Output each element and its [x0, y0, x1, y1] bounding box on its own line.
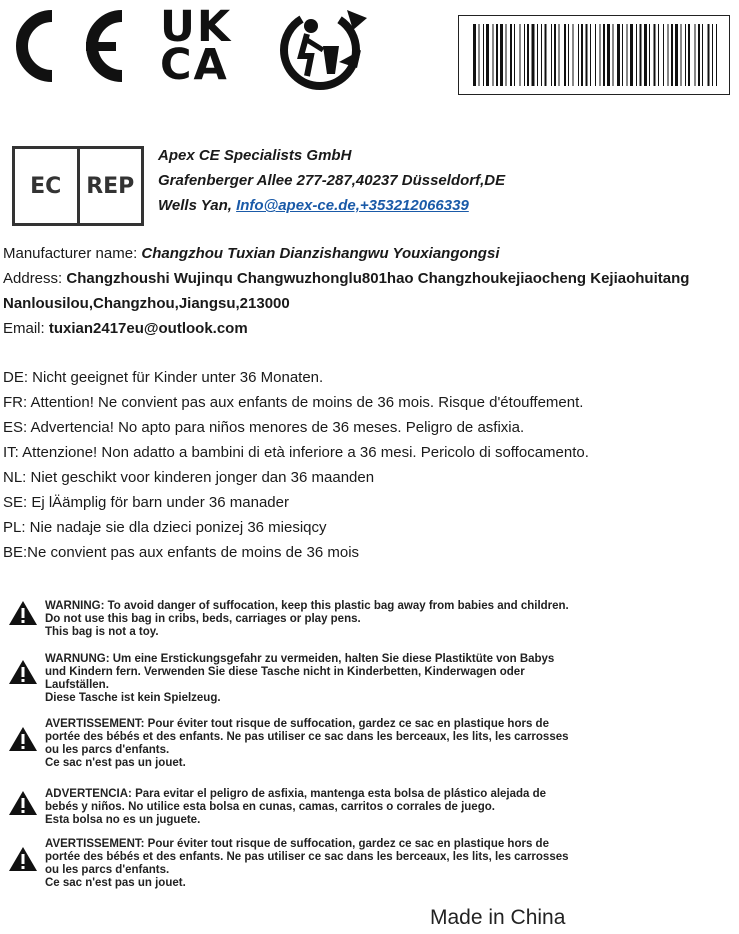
barcode-bar [671, 24, 673, 86]
rep-contact-name: Wells Yan, [158, 197, 237, 214]
barcode-bar [541, 24, 542, 86]
barcode-bar [640, 24, 642, 86]
manufacturer-email-value: tuxian2417eu@outlook.com [48, 320, 248, 337]
barcode-bar [636, 24, 637, 86]
bag-warning-text [45, 718, 605, 770]
barcode-bar [573, 24, 574, 86]
bag-warning-line: Do not use this bag in cribs, beds, carriages or play pens. [45, 613, 361, 625]
bag-warning-line: ADVERTENCIA: Para evitar el peligro de asfixia, mantenga esta bolsa de plástico alejada de [45, 788, 547, 800]
manufacturer-info [3, 241, 689, 341]
manufacturer-address-label: Address: [3, 270, 67, 287]
bag-warning-line: Ce sac n'est pas un jouet. [45, 877, 186, 889]
barcode-icon [473, 24, 717, 86]
bag-warning-line: und Kindern fern. Verwenden Sie diese Tasche nicht in Kinderbetten, Kinderwagen oder [45, 666, 525, 678]
barcode-bar [568, 24, 569, 86]
barcode-bar [622, 24, 623, 86]
barcode-bar [630, 24, 633, 86]
rep-label: REP [77, 149, 142, 223]
barcode-bar [578, 24, 579, 86]
recycle-person-bin-icon [277, 6, 369, 90]
bag-warning-line: AVERTISSEMENT: Pour éviter tout risque de suffocation, gardez ce sac en plastique hors de [45, 718, 549, 730]
barcode-bar [695, 24, 696, 86]
barcode-bar [658, 24, 659, 86]
ec-rep-symbol [12, 146, 144, 226]
barcode-bar [473, 24, 476, 86]
barcode-bar [493, 24, 494, 86]
barcode-bar [644, 24, 647, 86]
warning-triangle-icon [8, 726, 38, 752]
barcode-bar [537, 24, 538, 86]
bag-warning-line: portée des bébés et des enfants. Ne pas utiliser ce sac dans les berceaux, les lits, les carrosses [45, 731, 569, 743]
warning-triangle-icon [8, 659, 38, 685]
barcode-bar [532, 24, 535, 86]
barcode-bar [627, 24, 628, 86]
warning-de: DE: Nicht geeignet für Kinder unter 36 Monaten. [3, 369, 324, 386]
barcode-bar [479, 24, 480, 86]
barcode-bar [545, 24, 547, 86]
bag-warning-line: WARNUNG: Um eine Erstickungsgefahr zu vermeiden, halten Sie diese Plastiktüte von Babys [45, 653, 555, 665]
ec-rep-details [158, 143, 505, 218]
barcode-bar [586, 24, 588, 86]
bag-warning-text [45, 600, 605, 639]
warning-triangle-icon [8, 790, 38, 816]
barcode-bar [702, 24, 703, 86]
manufacturer-name-line [3, 241, 689, 266]
bag-warning-text [45, 653, 605, 705]
barcode-bar [603, 24, 605, 86]
barcode-bar [663, 24, 664, 86]
warning-nl: NL: Niet geschikt voor kinderen jonger dan 36 maanden [3, 469, 375, 486]
barcode-bar [654, 24, 656, 86]
barcode-bar [716, 24, 717, 86]
barcode-bar [668, 24, 669, 86]
barcode-bar [554, 24, 556, 86]
barcode-bar [649, 24, 650, 86]
ukca-bottom: CA [160, 40, 229, 90]
barcode-bar [590, 24, 591, 86]
bag-warning-line: Esta bolsa no es un juguete. [45, 814, 201, 826]
manufacturer-address-value-2: Nanlousilou,Changzhou,Jiangsu,213000 [3, 295, 290, 312]
bag-warning-line: AVERTISSEMENT: Pour éviter tout risque de suffocation, gardez ce sac en plastique hors de [45, 838, 549, 850]
bag-warning-line: Ce sac n'est pas un jouet. [45, 757, 186, 769]
barcode-bar [617, 24, 620, 86]
made-in-label: Made in China [430, 906, 566, 929]
rep-company: Apex CE Specialists GmbH [158, 147, 352, 164]
warning-pl: PL: Nie nadaje sie dla dzieci ponizej 36 miesiqcy [3, 519, 327, 536]
barcode [458, 15, 730, 95]
barcode-bar [483, 24, 484, 86]
ce-mark [4, 8, 130, 84]
barcode-bar [698, 24, 700, 86]
manufacturer-address-value-1: Changzhoushi Wujinqu Changwuzhonglu801hao Changzhoukejiaocheng Kejiaohuitang [66, 270, 690, 287]
manufacturer-name-value: Changzhou Tuxian Dianzishangwu Youxiangongsi [141, 245, 500, 262]
bag-warning-line: Diese Tasche ist kein Spielzeug. [45, 692, 221, 704]
warning-fr: FR: Attention! Ne convient pas aux enfants de moins de 36 mois. Risque d'étouffement. [3, 394, 584, 411]
warning-be: BE:Ne convient pas aux enfants de moins de 36 mois [3, 544, 360, 561]
bag-warning-text [45, 788, 605, 827]
ukca-top: UK [160, 2, 233, 52]
warning-it: IT: Attenzione! Non adatto a bambini di età inferiore a 36 mesi. Pericolo di soffocamento. [3, 444, 589, 461]
barcode-bar [506, 24, 507, 86]
warning-es: ES: Advertencia! No apto para niños menores de 36 meses. Peligro de asfixia. [3, 419, 525, 436]
barcode-bar [681, 24, 682, 86]
barcode-bar [559, 24, 560, 86]
bag-warning-line: ou les parcs d'enfants. [45, 744, 170, 756]
language-warnings [3, 365, 589, 565]
bag-warning-line: portée des bébés et des enfants. Ne pas utiliser ce sac dans les berceaux, les lits, les carrosses [45, 851, 569, 863]
ukca-mark [160, 2, 233, 90]
barcode-bar [486, 24, 489, 86]
ce-logo-icon [4, 8, 130, 84]
bag-warning-text [45, 838, 605, 890]
manufacturer-email-line [3, 316, 689, 341]
warning-triangle-icon [8, 846, 38, 872]
barcode-bar [551, 24, 552, 86]
bag-warning-line: This bag is not a toy. [45, 626, 159, 638]
barcode-bar [712, 24, 713, 86]
bag-warning-line: ou les parcs d'enfants. [45, 864, 170, 876]
barcode-bar [496, 24, 498, 86]
barcode-bar [675, 24, 678, 86]
bag-warning-line: WARNING: To avoid danger of suffocation, keep this plastic bag away from babies and children. [45, 600, 569, 612]
manufacturer-address-line [3, 266, 689, 291]
manufacturer-name-label: Manufacturer name: [3, 245, 142, 262]
warning-se: SE: Ej lÄämplig för barn under 36 manader [3, 494, 289, 511]
barcode-bar [500, 24, 503, 86]
rep-contact-link[interactable]: Info@apex-ce.de,+353212066339 [236, 197, 469, 214]
rep-address: Grafenberger Allee 277-287,40237 Düsseldorf,DE [158, 172, 506, 189]
barcode-bar [581, 24, 583, 86]
barcode-bar [600, 24, 601, 86]
bag-warning-line: Laufställen. [45, 679, 109, 691]
barcode-bar [564, 24, 566, 86]
barcode-bar [613, 24, 614, 86]
barcode-bar [685, 24, 686, 86]
barcode-bar [510, 24, 512, 86]
manufacturer-email-label: Email: [3, 320, 49, 337]
rep-contact [158, 193, 505, 218]
barcode-bar [688, 24, 690, 86]
barcode-bar [520, 24, 521, 86]
ec-label: EC [30, 173, 62, 199]
warning-triangle-icon [8, 600, 38, 626]
barcode-bar [708, 24, 710, 86]
barcode-bar [514, 24, 515, 86]
barcode-bar [524, 24, 525, 86]
barcode-bar [595, 24, 596, 86]
barcode-bar [527, 24, 529, 86]
barcode-bar [607, 24, 610, 86]
bag-warning-line: bebés y niños. No utilice esta bolsa en cunas, camas, carritos o corrales de juego. [45, 801, 495, 813]
